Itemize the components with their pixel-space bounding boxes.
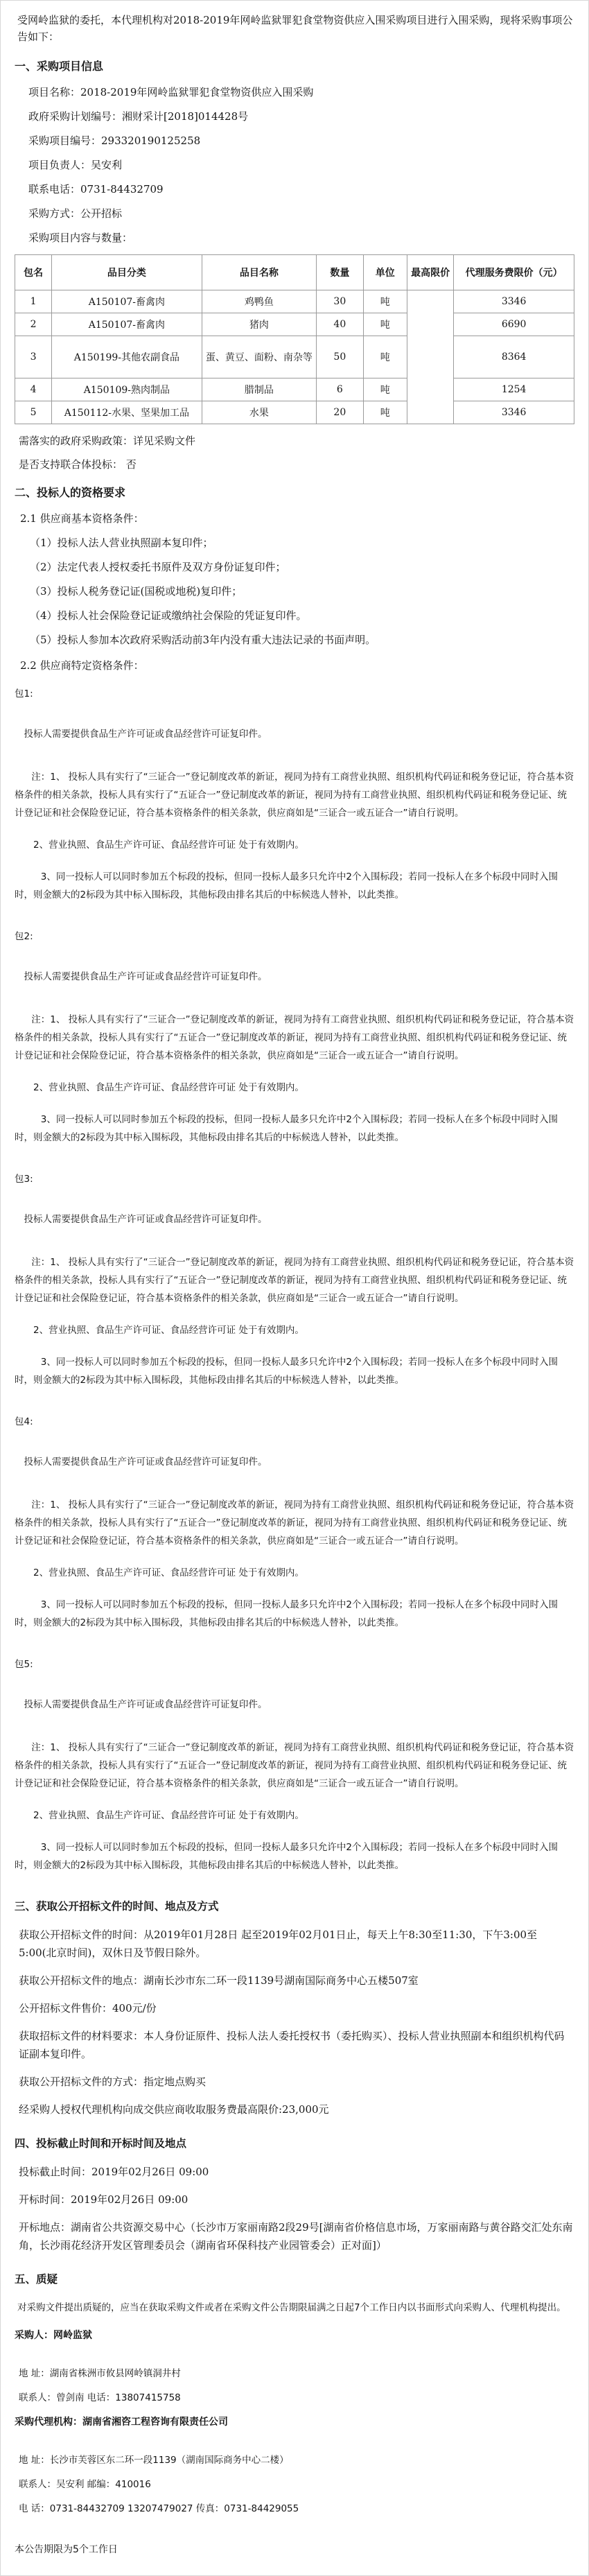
package-label: 包5:: [15, 1659, 33, 1670]
package-block-5: [15, 1655, 574, 1874]
table-cell: 6: [317, 378, 363, 401]
doc-method-line: 获取公开招标文件的方式：指定地点购买: [19, 2075, 206, 2088]
table-cell: 40: [317, 313, 363, 336]
section1-heading: 一、采购项目信息: [15, 60, 104, 73]
table-cell: 20: [317, 401, 363, 424]
table-cell: 5: [15, 401, 52, 424]
col-header-category: 品目分类: [52, 255, 202, 290]
package-note-2: 2、营业执照、食品生产许可证、食品经营许可证 处于有效期内。: [33, 1567, 304, 1578]
package-note: 注：1、 投标人具有实行了“三证合一”登记制度改革的新证，视同为持有工商营业执照、组织机构代码证和税务登记证，符合基本资格条件的相关条款，投标人具有实行了“五证合一”登记制度改革的新证，视同为持有工商营业执照、组织机构代码证和税务登记证、统计登记证和社会保险登记证，符合基本资格条件的相关条款，供应商如是“三证合一或五证合一”请自行说明。: [15, 772, 574, 819]
opening-time-line: 开标时间：2019年02月26日 09:00: [19, 2193, 188, 2206]
col-header-agency-fee: 代理服务费限价（元）: [454, 255, 574, 290]
package-block-1: [15, 685, 574, 904]
package-note-3: 3、同一投标人可以同时参加五个标段的投标，但同一投标人最多只允许中2个入围标段；若同一投标人在多个标段中同时入围时，则金额大的2标段为其中标入围标段，其他标段由排名其后的中标候选人替补，以此类推。: [15, 1114, 558, 1143]
col-header-package: 包名: [15, 255, 52, 290]
package-note-3: 3、同一投标人可以同时参加五个标段的投标，但同一投标人最多只允许中2个入围标段；若同一投标人在多个标段中同时入围时，则金额大的2标段为其中标入围标段，其他标段由排名其后的中标候选人替补，以此类推。: [15, 871, 558, 900]
table-cell: 猪肉: [202, 313, 316, 336]
table-cell: 4: [15, 378, 52, 401]
table-cell: 8364: [454, 336, 574, 378]
doc-material-line: 获取招标文件的材料要求：本人身份证原件、投标人法人委托授权书（委托购买）、投标人营业执照副本和组织机构代码证副本复印件。: [19, 2030, 565, 2060]
package-requirement: 投标人需要提供食品生产许可证或食品经营许可证复印件。: [24, 1214, 267, 1225]
table-cell: 30: [317, 290, 363, 313]
package-note: 注：1、 投标人具有实行了“三证合一”登记制度改革的新证，视同为持有工商营业执照、组织机构代码证和税务登记证，符合基本资格条件的相关条款，投标人具有实行了“五证合一”登记制度改革的新证，视同为持有工商营业执照、组织机构代码证和税务登记证、统计登记证和社会保险登记证，符合基本资格条件的相关条款，供应商如是“三证合一或五证合一”请自行说明。: [15, 1742, 574, 1789]
bid-deadline-line: 投标截止时间：2019年02月26日 09:00: [19, 2166, 209, 2178]
table-cell: A150107-畜禽肉: [52, 290, 202, 313]
table-cell: 水果: [202, 401, 316, 424]
package-note-3: 3、同一投标人可以同时参加五个标段的投标，但同一投标人最多只允许中2个入围标段；若同一投标人在多个标段中同时入围时，则金额大的2标段为其中标入围标段，其他标段由排名其后的中标候选人替补，以此类推。: [15, 1357, 558, 1386]
table-cell: 50: [317, 336, 363, 378]
basic-item-5: （5）投标人参加本次政府采购活动前3年内没有重大违法记录的书面声明。: [30, 634, 376, 646]
table-row: [15, 336, 574, 378]
package-label: 包2:: [15, 931, 33, 942]
package-note-2: 2、营业执照、食品生产许可证、食品经营许可证 处于有效期内。: [33, 839, 304, 851]
package-block-2: [15, 928, 574, 1147]
basic-item-2: （2）法定代表人授权委托书原件及双方身份证复印件；: [30, 561, 286, 573]
package-note-2: 2、营业执照、食品生产许可证、食品经营许可证 处于有效期内。: [33, 1810, 304, 1821]
col-header-unit: 单位: [363, 255, 407, 290]
doc-place-line: 获取公开招标文件的地点：湖南长沙市东二环一段1139号湖南国际商务中心五楼507室: [19, 1974, 419, 1987]
doc-time-line: 获取公开招标文件的时间：从2019年01月28日 起至2019年02月01日止，每天上午8:30至11:30，下午3:00至5:00(北京时间)，双休日及节假日除外。: [19, 1929, 538, 1959]
section4-heading: 四、投标截止时间和开标时间及地点: [15, 2137, 187, 2150]
challenge-paragraph: 对采购文件提出质疑的，应当在获取采购文件或者在采购文件公告期限届满之日起7个工作日内以书面形式向采购人、代理机构提出。: [17, 2302, 566, 2313]
package-note-2: 2、营业执照、食品生产许可证、食品经营许可证 处于有效期内。: [33, 1082, 304, 1093]
table-cell: 2: [15, 313, 52, 336]
table-cell: 吨: [363, 336, 407, 378]
table-cell: 3: [15, 336, 52, 378]
policy-line: 需落实的政府采购政策：详见采购文件: [19, 435, 196, 447]
agency-heading: 采购代理机构：湖南省湘咨工程咨询有限责任公司: [15, 2417, 228, 2428]
project-leader: 项目负责人：吴安利: [28, 159, 123, 171]
table-cell: 1: [15, 290, 52, 313]
basic-item-4: （4）投标人社会保险登记证或缴纳社会保险的凭证复印件。: [30, 609, 307, 622]
special-qualification-title: 2.2 供应商特定资格条件：: [20, 659, 144, 672]
package-note: 注：1、 投标人具有实行了“三证合一”登记制度改革的新证，视同为持有工商营业执照、组织机构代码证和税务登记证，符合基本资格条件的相关条款，投标人具有实行了“五证合一”登记制度改革的新证，视同为持有工商营业执照、组织机构代码证和税务登记证、统计登记证和社会保险登记证，符合基本资格条件的相关条款，供应商如是“三证合一或五证合一”请自行说明。: [15, 1499, 574, 1547]
table-cell: A150107-畜禽肉: [52, 313, 202, 336]
table-cell: 蛋、黄豆、面粉、南杂等: [202, 336, 316, 378]
package-requirement: 投标人需要提供食品生产许可证或食品经营许可证复印件。: [24, 1456, 267, 1468]
service-fee-line: 经采购人授权代理机构向成交供应商收取服务费最高限价:23,000元: [19, 2103, 329, 2116]
agency-address: 地 址：长沙市芙蓉区东二环一段1139（湖南国际商务中心二楼）: [19, 2455, 289, 2466]
table-cell: A150199-其他农副食品: [52, 336, 202, 378]
package-requirement: 投标人需要提供食品生产许可证或食品经营许可证复印件。: [24, 971, 267, 982]
package-requirement: 投标人需要提供食品生产许可证或食品经营许可证复印件。: [24, 729, 267, 740]
doc-price-line: 公开招标文件售价：400元/份: [19, 2002, 157, 2014]
table-cell: 3346: [454, 290, 574, 313]
basic-item-3: （3）投标人税务登记证(国税或地税)复印件；: [30, 585, 243, 598]
col-header-item-name: 品目名称: [202, 255, 316, 290]
contact-phone: 联系电话：0731-84432709: [28, 183, 164, 195]
table-cell: 3346: [454, 401, 574, 424]
package-note-3: 3、同一投标人可以同时参加五个标段的投标，但同一投标人最多只允许中2个入围标段；若同一投标人在多个标段中同时入围时，则金额大的2标段为其中标入围标段，其他标段由排名其后的中标候选人替补，以此类推。: [15, 1842, 558, 1871]
package-note: 注：1、 投标人具有实行了“三证合一”登记制度改革的新证，视同为持有工商营业执照、组织机构代码证和税务登记证，符合基本资格条件的相关条款，投标人具有实行了“五证合一”登记制度改革的新证，视同为持有工商营业执照、组织机构代码证和税务登记证、统计登记证和社会保险登记证，符合基本资格条件的相关条款，供应商如是“三证合一或五证合一”请自行说明。: [15, 1257, 574, 1304]
purchaser-address: 地 址：湖南省株洲市攸县网岭镇洞井村: [19, 2368, 181, 2379]
table-cell: 吨: [363, 401, 407, 424]
package-note-2: 2、营业执照、食品生产许可证、食品经营许可证 处于有效期内。: [33, 1325, 304, 1336]
table-cell: 6690: [454, 313, 574, 336]
purchaser-heading: 采购人：网岭监狱: [15, 2330, 92, 2341]
package-label: 包4:: [15, 1416, 33, 1427]
purchaser-contact: 联系人：曾剑南 电话：13807415758: [19, 2392, 181, 2403]
consortium-line: 是否支持联合体投标： 否: [19, 458, 137, 471]
table-header-row: [15, 255, 574, 290]
table-cell: A150112-水果、坚果加工品: [52, 401, 202, 424]
section3-heading: 三、获取公开招标文件的时间、地点及方式: [15, 1900, 219, 1913]
package-label: 包3:: [15, 1174, 33, 1185]
content-quantity-label: 采购项目内容与数量：: [28, 232, 133, 244]
package-note-3: 3、同一投标人可以同时参加五个标段的投标，但同一投标人最多只允许中2个入围标段；若同一投标人在多个标段中同时入围时，则金额大的2标段为其中标入围标段，其他标段由排名其后的中标候选人替补，以此类推。: [15, 1599, 558, 1628]
project-number: 采购项目编号：293320190125258: [28, 134, 201, 147]
package-requirement: 投标人需要提供食品生产许可证或食品经营许可证复印件。: [24, 1699, 267, 1710]
project-name: 项目名称：2018-2019年网岭监狱罪犯食堂物资供应入围采购: [28, 86, 314, 98]
table-row: [15, 378, 574, 401]
col-header-quantity: 数量: [317, 255, 363, 290]
basic-item-1: （1）投标人法人营业执照副本复印件；: [30, 537, 213, 549]
max-price-merged-cell: [407, 290, 453, 424]
table-row: [15, 290, 574, 313]
table-cell: 1254: [454, 378, 574, 401]
package-note: 注：1、 投标人具有实行了“三证合一”登记制度改革的新证，视同为持有工商营业执照、组织机构代码证和税务登记证，符合基本资格条件的相关条款，投标人具有实行了“五证合一”登记制度改革的新证，视同为持有工商营业执照、组织机构代码证和税务登记证、统计登记证和社会保险登记证，符合基本资格条件的相关条款，供应商如是“三证合一或五证合一”请自行说明。: [15, 1014, 574, 1061]
section5-heading: 五、质疑: [15, 2273, 58, 2286]
opening-place-line: 开标地点：湖南省公共资源交易中心（长沙市万家丽南路2段29号[湖南省价格信息市场，万家丽南路与黄谷路交汇处东南角，长沙雨花经济开发区管理委员会（湖南省环保科技产业园管委会）正对面]）: [19, 2221, 573, 2252]
agency-contact: 联系人：吴安利 邮编：410016: [19, 2479, 151, 2490]
section2-heading: 二、投标人的资格要求: [15, 486, 126, 499]
announcement-period: 本公告期限为5个工作日: [15, 2544, 118, 2555]
table-cell: 鸡鸭鱼: [202, 290, 316, 313]
col-header-max-price: 最高限价: [407, 255, 453, 290]
gov-plan-number: 政府采购计划编号：湘财采计[2018]014428号: [28, 110, 249, 123]
items-table: [15, 254, 574, 424]
table-cell: 腊制品: [202, 378, 316, 401]
table-cell: 吨: [363, 313, 407, 336]
basic-qualification-title: 2.1 供应商基本资格条件：: [20, 512, 144, 525]
table-cell: A150109-熟肉制品: [52, 378, 202, 401]
agency-phone: 电 话：0731-84432709 13207479027 传真：0731-84429055: [19, 2503, 299, 2514]
package-label: 包1:: [15, 688, 33, 699]
table-row: [15, 313, 574, 336]
package-block-3: [15, 1170, 574, 1389]
procurement-method: 采购方式：公开招标: [28, 207, 123, 220]
package-block-4: [15, 1413, 574, 1632]
table-cell: 吨: [363, 290, 407, 313]
intro-paragraph: 受网岭监狱的委托，本代理机构对2018-2019年网岭监狱罪犯食堂物资供应入围采购项目进行入围采购，现将采购事项公告如下：: [17, 14, 573, 43]
table-cell: 吨: [363, 378, 407, 401]
table-row: [15, 401, 574, 424]
